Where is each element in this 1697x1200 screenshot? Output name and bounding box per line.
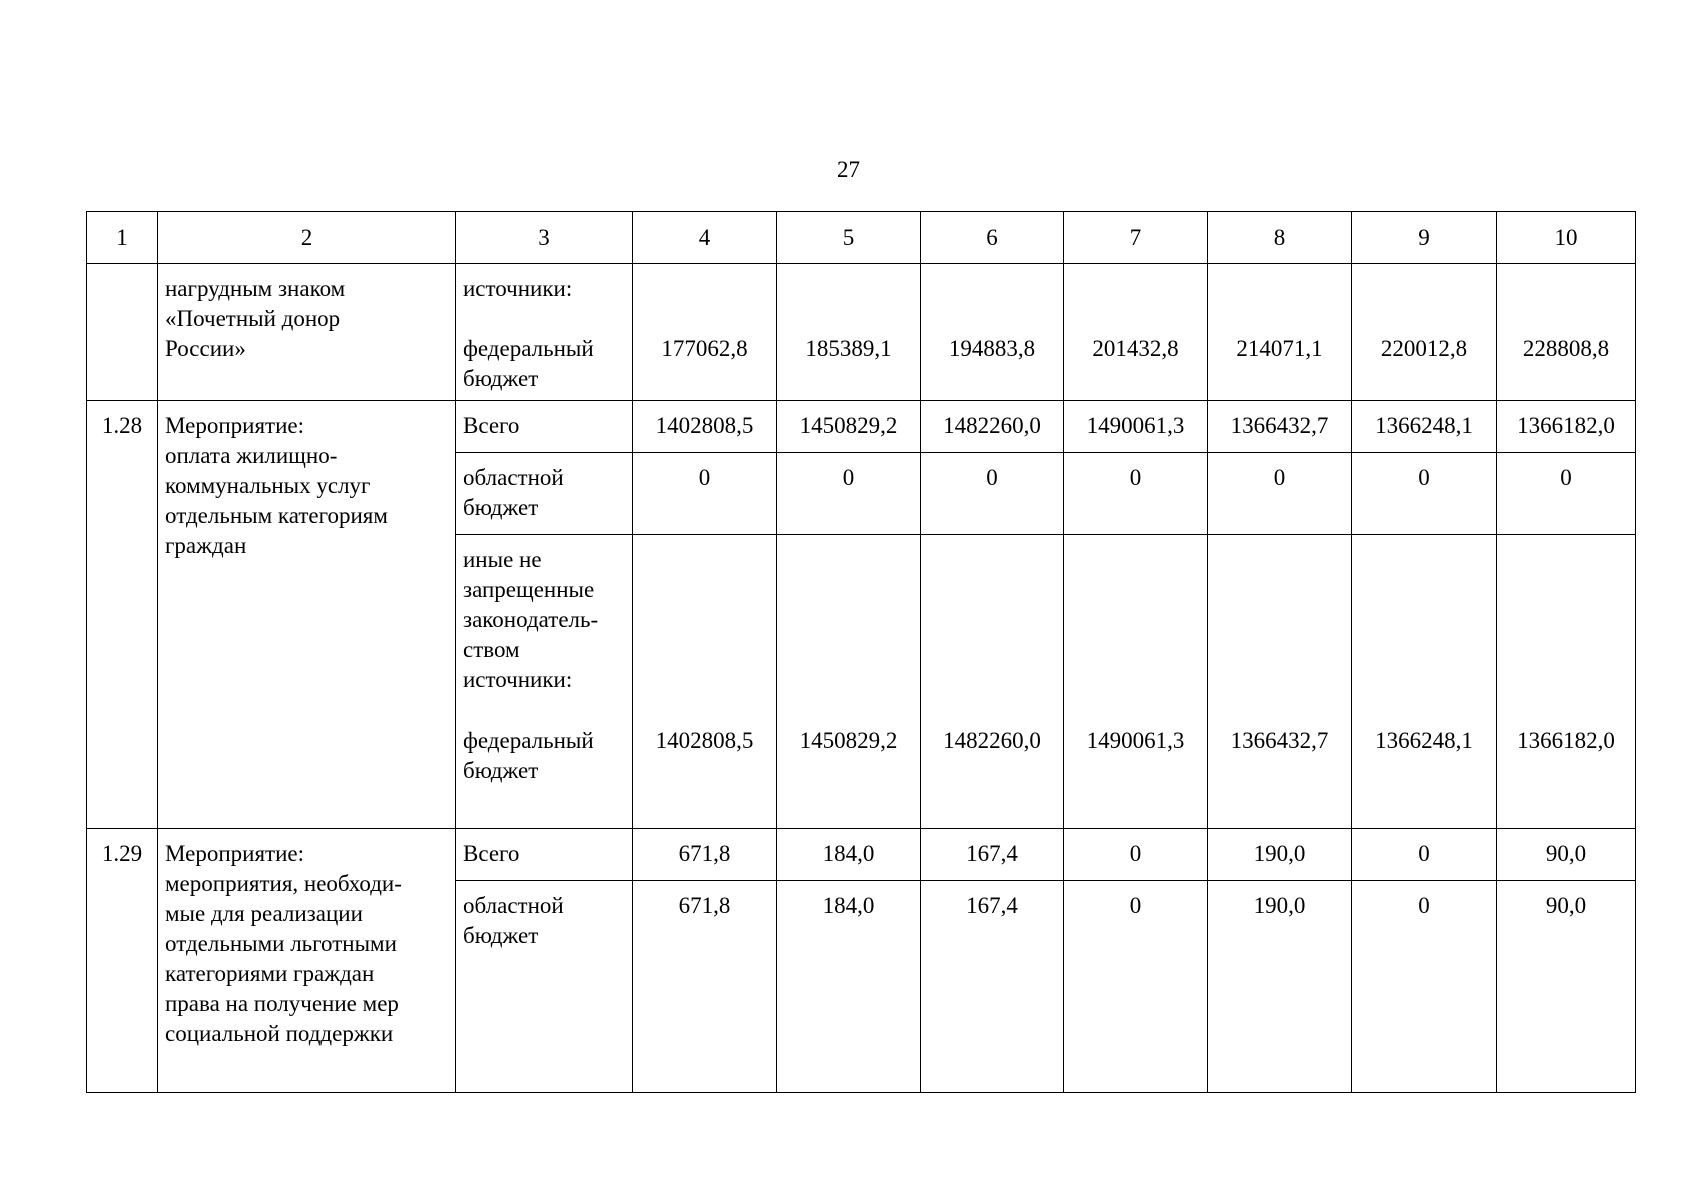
value: 228808,8 <box>1522 336 1610 361</box>
funding-source-line: областной <box>463 465 564 490</box>
value-cell <box>1208 535 1352 829</box>
value-cell <box>777 453 921 535</box>
column-number: 8 <box>1208 212 1352 264</box>
value: 190,0 <box>1253 841 1306 866</box>
value-cell <box>921 881 1064 1093</box>
value: 0 <box>1418 465 1430 490</box>
table-row <box>87 264 1636 401</box>
measure-name-line: Мероприятие: <box>165 413 305 438</box>
funding-source <box>456 535 633 829</box>
funding-source: Всего <box>456 829 633 881</box>
value-cell <box>1497 264 1636 401</box>
row-index: 1.28 <box>87 401 158 829</box>
value: 0 <box>1418 841 1430 866</box>
measure-name-line: мые для реализации <box>165 901 363 926</box>
column-number: 1 <box>87 212 158 264</box>
value-cell <box>1352 453 1497 535</box>
funding-source <box>456 453 633 535</box>
column-number: 3 <box>456 212 633 264</box>
value-cell <box>1064 535 1208 829</box>
value: 0 <box>1418 893 1430 918</box>
funding-source <box>456 264 633 401</box>
value-cell <box>1497 881 1636 1093</box>
value: 214071,1 <box>1236 336 1323 361</box>
value: 1450829,2 <box>799 728 898 753</box>
column-number: 9 <box>1352 212 1497 264</box>
measure-name-line: мероприятия, необходи- <box>165 871 402 896</box>
column-number: 2 <box>158 212 456 264</box>
value: 190,0 <box>1253 893 1306 918</box>
value: 0 <box>698 465 711 490</box>
budget-table <box>86 211 1636 1093</box>
value-cell <box>921 535 1064 829</box>
column-number: 4 <box>633 212 777 264</box>
table-row <box>87 401 1636 453</box>
funding-source-line: источники: <box>463 276 573 301</box>
value: 194883,8 <box>948 336 1036 361</box>
value: 167,4 <box>966 841 1018 866</box>
column-number: 10 <box>1497 212 1636 264</box>
funding-source-line: федеральный <box>463 336 594 361</box>
value: 184,0 <box>822 893 875 918</box>
measure-name-line: социальной поддержки <box>165 1021 394 1046</box>
funding-source-line: федеральный <box>463 728 594 753</box>
row-index: 1.29 <box>87 829 158 1093</box>
value-cell <box>1208 401 1352 453</box>
column-number: 6 <box>921 212 1064 264</box>
measure-name-line: граждан <box>165 533 247 558</box>
value: 0 <box>1129 841 1142 866</box>
value: 1366248,1 <box>1375 728 1473 753</box>
value-cell <box>1352 401 1497 453</box>
funding-source-line: источники: <box>463 667 573 692</box>
value: 1490061,3 <box>1086 413 1185 438</box>
value: 0 <box>986 465 998 490</box>
funding-source-line: иные не <box>463 547 542 572</box>
value-cell <box>921 264 1064 401</box>
value: 220012,8 <box>1380 336 1468 361</box>
funding-source-line: бюджет <box>463 366 539 391</box>
value-cell <box>633 453 777 535</box>
value: 184,0 <box>822 841 875 866</box>
value: 1490061,3 <box>1086 728 1185 753</box>
value: 1366432,7 <box>1230 413 1329 438</box>
value-cell <box>633 881 777 1093</box>
column-number-row <box>87 212 1636 264</box>
value: 0 <box>842 465 855 490</box>
funding-source-line: бюджет <box>463 923 539 948</box>
value: 0 <box>1560 465 1572 490</box>
value: 1366182,0 <box>1517 728 1615 753</box>
funding-source-line: бюджет <box>463 758 539 783</box>
measure-name-line: оплата жилищно- <box>165 443 338 468</box>
measure-name <box>158 401 456 829</box>
value-cell <box>1064 453 1208 535</box>
funding-source-line: областной <box>463 893 564 918</box>
value-cell <box>777 401 921 453</box>
row-index <box>87 264 158 401</box>
value-cell <box>777 881 921 1093</box>
value-cell <box>1352 829 1497 881</box>
value: 90,0 <box>1545 893 1587 918</box>
value: 201432,8 <box>1092 336 1179 361</box>
value-cell <box>1064 264 1208 401</box>
value: 0 <box>1273 465 1286 490</box>
value-cell <box>1208 264 1352 401</box>
value-cell <box>1064 881 1208 1093</box>
value-cell <box>1064 401 1208 453</box>
value: 1482260,0 <box>943 413 1041 438</box>
funding-source-line: бюджет <box>463 495 539 520</box>
measure-name-line: нагрудным знаком <box>165 276 346 301</box>
value-cell <box>1497 535 1636 829</box>
funding-source-line: запрещенные <box>463 577 595 602</box>
measure-name-line: права на получение мер <box>165 991 399 1016</box>
measure-name-line: категориями граждан <box>165 961 375 986</box>
value-cell <box>1352 264 1497 401</box>
value-cell <box>633 401 777 453</box>
measure-name-line: Мероприятие: <box>165 841 305 866</box>
value: 671,8 <box>678 893 731 918</box>
funding-source: Всего <box>456 401 633 453</box>
value-cell <box>1208 881 1352 1093</box>
column-number: 7 <box>1064 212 1208 264</box>
funding-source <box>456 881 633 1093</box>
value-cell <box>1208 453 1352 535</box>
value: 1366248,1 <box>1375 413 1473 438</box>
measure-name-line: отдельными льготными <box>165 931 397 956</box>
value-cell <box>777 829 921 881</box>
value-cell <box>1352 881 1497 1093</box>
value: 177062,8 <box>661 336 748 361</box>
value-cell <box>1064 829 1208 881</box>
value-cell <box>777 535 921 829</box>
value: 1450829,2 <box>799 413 898 438</box>
value-cell <box>1497 401 1636 453</box>
measure-name <box>158 264 456 401</box>
value: 0 <box>1129 893 1142 918</box>
value: 1402808,5 <box>655 413 754 438</box>
table-row <box>87 829 1636 881</box>
measure-name-line: России» <box>165 336 246 361</box>
value-cell <box>1497 829 1636 881</box>
value-cell <box>1352 535 1497 829</box>
measure-name-line: отдельным категориям <box>165 503 388 528</box>
measure-name-line: коммунальных услуг <box>165 473 371 498</box>
value-cell <box>1497 453 1636 535</box>
column-number: 5 <box>777 212 921 264</box>
value: 0 <box>1129 465 1142 490</box>
value: 1366182,0 <box>1517 413 1615 438</box>
value-cell <box>1208 829 1352 881</box>
value-cell <box>921 829 1064 881</box>
value: 1402808,5 <box>655 728 754 753</box>
value-cell <box>921 401 1064 453</box>
value-cell <box>777 264 921 401</box>
value-cell <box>921 453 1064 535</box>
value: 167,4 <box>966 893 1018 918</box>
value-cell <box>633 535 777 829</box>
value-cell <box>633 264 777 401</box>
page-number: 27 <box>837 157 860 182</box>
funding-source-line: законодатель- <box>463 607 599 632</box>
measure-name-line: «Почетный донор <box>165 306 341 331</box>
value: 185389,1 <box>805 336 892 361</box>
value: 671,8 <box>678 841 731 866</box>
measure-name <box>158 829 456 1093</box>
value: 1366432,7 <box>1230 728 1329 753</box>
funding-source-line: ством <box>463 637 520 662</box>
value-cell <box>633 829 777 881</box>
value: 90,0 <box>1545 841 1587 866</box>
value: 1482260,0 <box>943 728 1041 753</box>
